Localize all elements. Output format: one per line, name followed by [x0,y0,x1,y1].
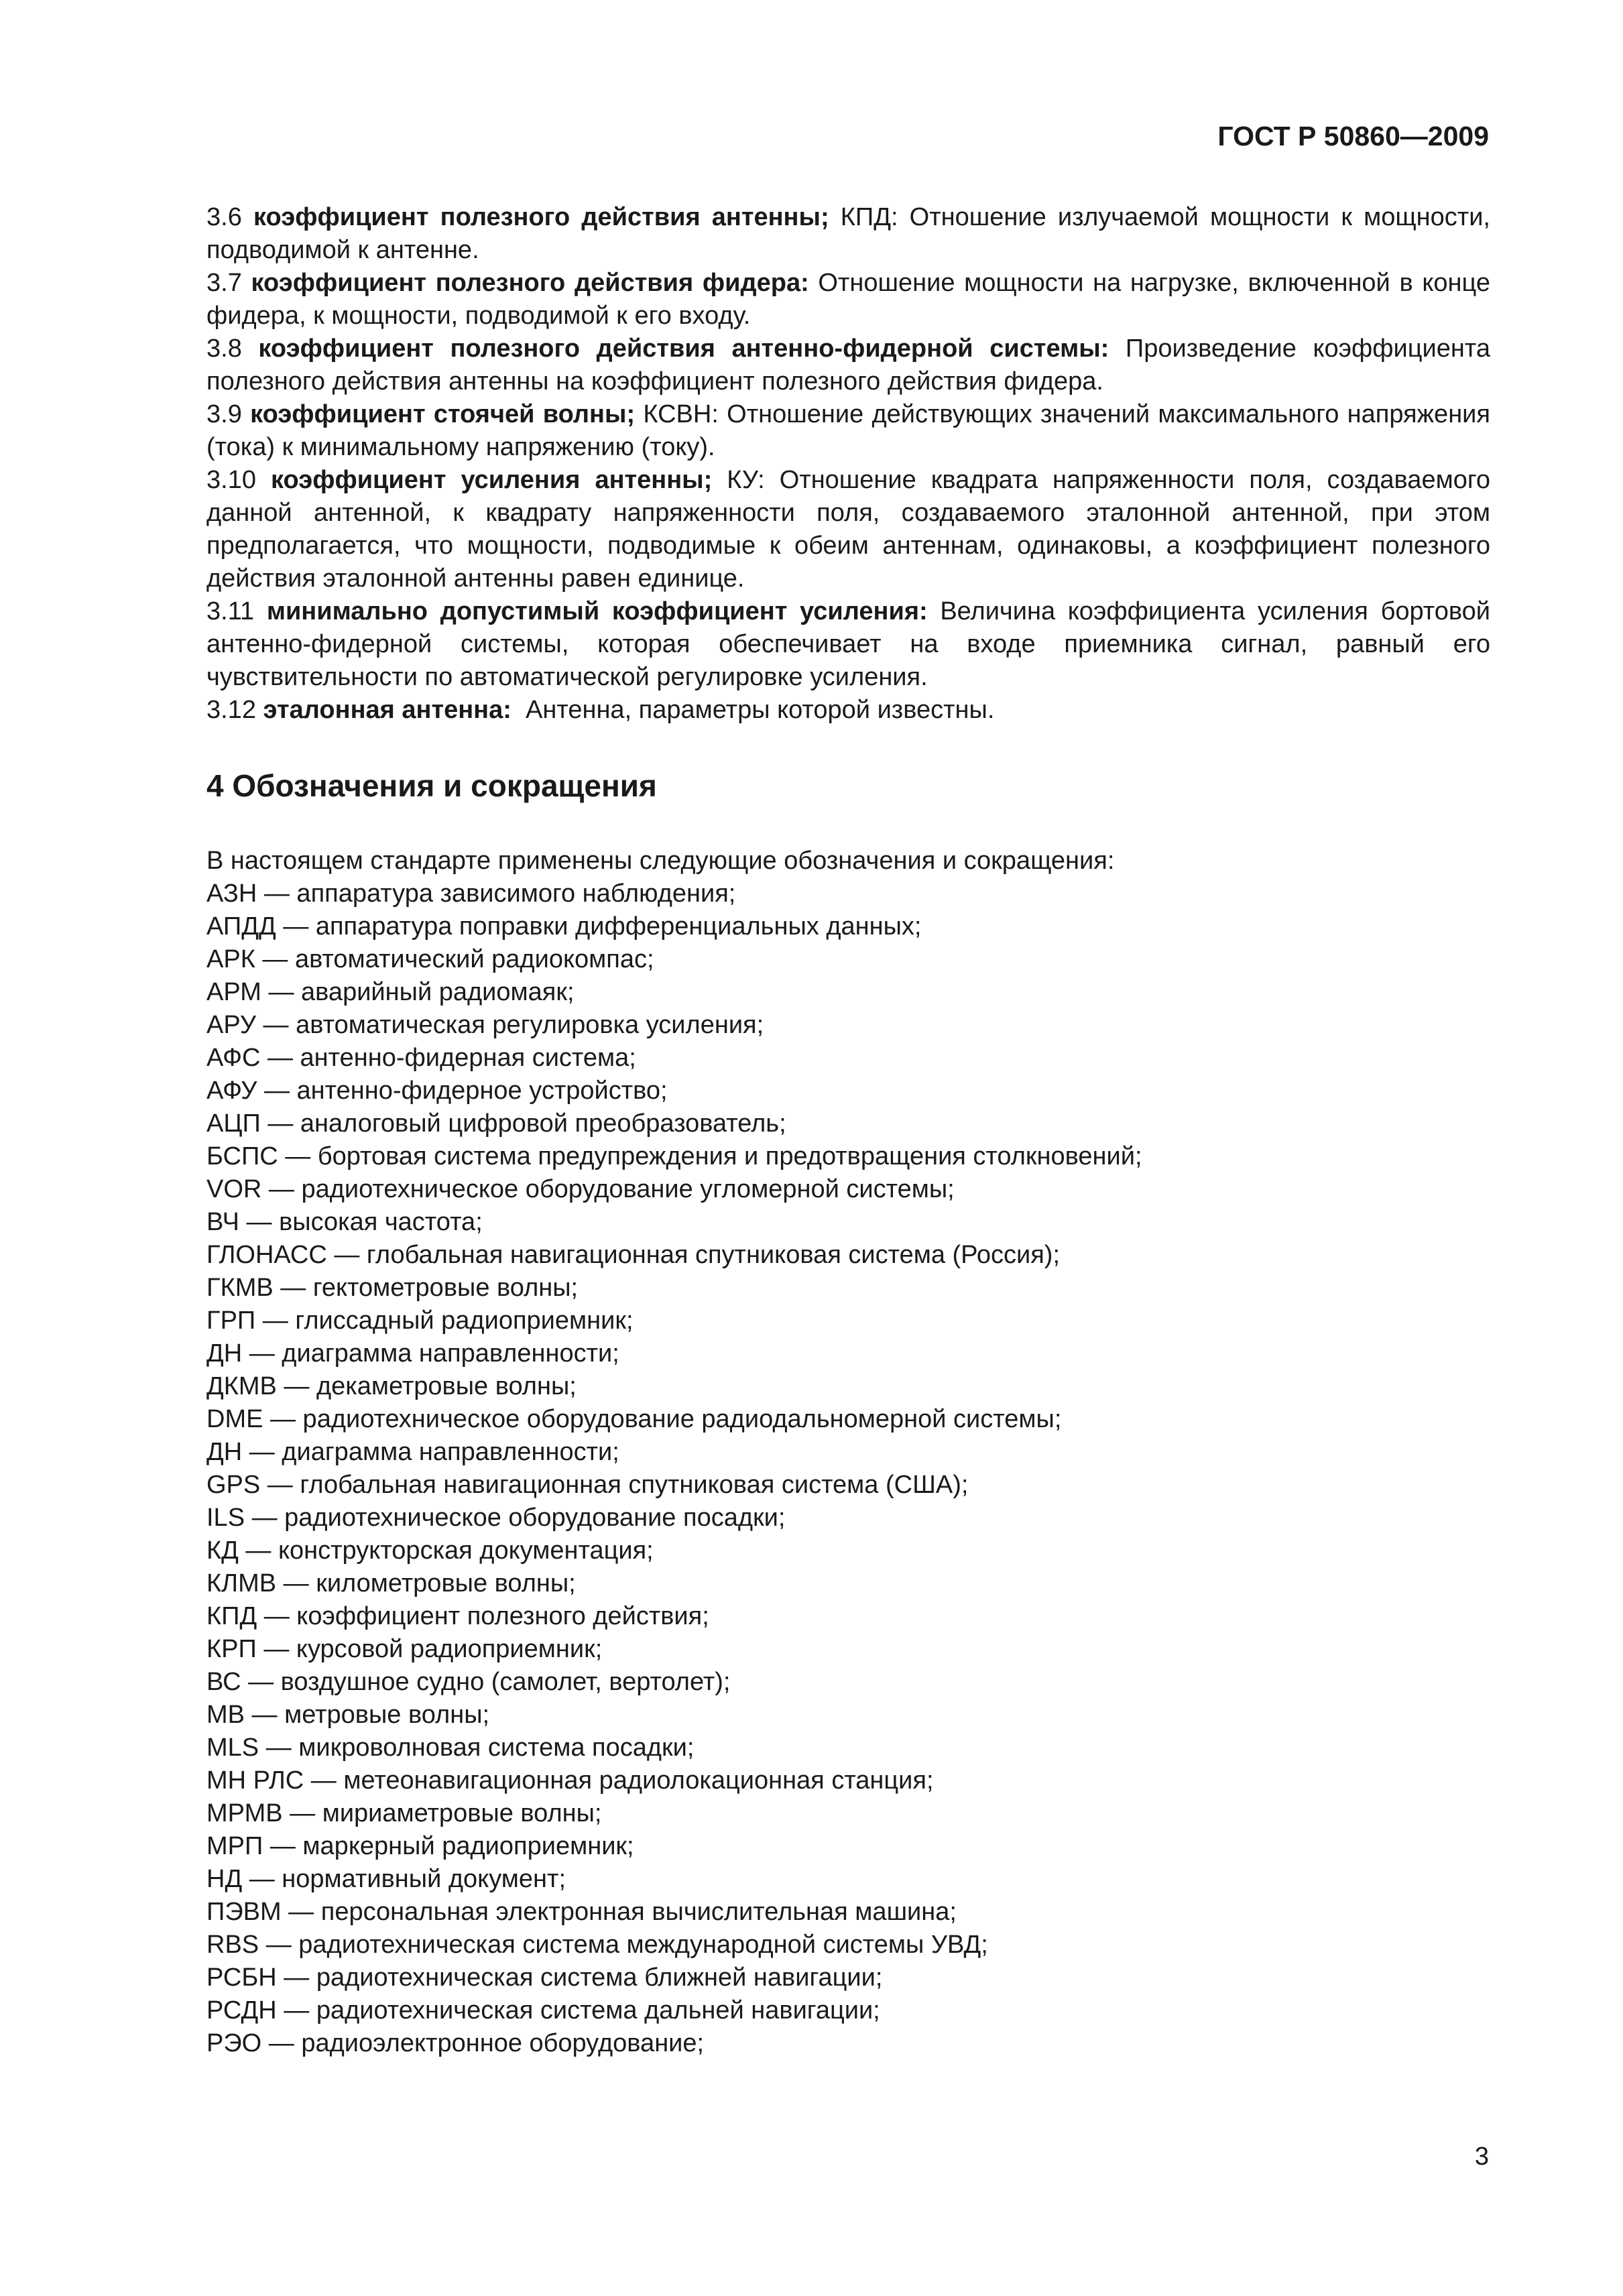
definition-text: КСВН: Отношение действующих значений максимального напряжения (тока) к минимальному напряжению (току). [206,400,1498,461]
definition-number: 3.10 [206,466,256,494]
definition-number: 3.7 [206,269,242,297]
abbreviation-item: КПД — коэффициент полезного действия; [206,1602,709,1630]
definition-item [206,333,1498,398]
abbreviation-item: АФС — антенно-фидерная система; [206,1044,636,1072]
abbreviation-item: ДН — диаграмма направленности; [206,1438,619,1466]
abbreviation-item: VOR — радиотехническое оборудование угломерной системы; [206,1175,955,1203]
abbreviation-item: ДКМВ — декаметровые волны; [206,1372,577,1400]
abbreviation-item: БСПС — бортовая система предупреждения и предотвращения столкновений; [206,1142,1142,1170]
definition-item [206,694,1490,727]
abbreviation-item: АРК — автоматический радиокомпас; [206,945,654,973]
definition-item [206,464,1498,595]
abbreviation-item: МН РЛС — метеонавигационная радиолокационная станция; [206,1766,934,1795]
definition-term: коэффициент полезного действия фидера: [251,269,809,297]
definition-number: 3.8 [206,335,242,363]
page-content [206,201,1498,2060]
definition-item [206,267,1498,333]
abbreviation-item: АЗН — аппаратура зависимого наблюдения; [206,880,736,908]
definition-text: КПД: Отношение излучаемой мощности к мощности, подводимой к антенне. [206,203,1498,264]
definitions-block [206,201,1498,727]
definition-text: Отношение мощности на нагрузке, включенной в конце фидера, к мощности, подводимой к его входу. [206,269,1498,330]
abbreviation-item: АФУ — антенно-фидерное устройство; [206,1077,668,1105]
abbreviation-item: ILS — радиотехническое оборудование посадки; [206,1504,786,1532]
section-title: 4 Обозначения и сокращения [206,768,657,803]
abbreviation-item: КРП — курсовой радиоприемник; [206,1635,603,1663]
abbreviation-item: ПЭВМ — персональная электронная вычислительная машина; [206,1898,957,1926]
abbreviation-item: RBS — радиотехническая система международной системы УВД; [206,1931,988,1959]
abbreviation-item: АПДД — аппаратура поправки дифференциальных данных; [206,912,922,941]
abbreviation-item: ГЛОНАСС — глобальная навигационная спутниковая система (Россия); [206,1241,1060,1269]
definition-text: Произведение коэффициента полезного действия антенны на коэффициент полезного действия фидера. [206,335,1498,396]
section-intro: В настоящем стандарте применены следующие обозначения и сокращения: [206,847,1115,875]
abbreviation-item: КД — конструкторская документация; [206,1536,654,1565]
definition-number: 3.6 [206,203,242,231]
definition-item [206,201,1498,267]
page-number: 3 [1474,2142,1489,2171]
definition-number: 3.11 [206,597,255,625]
definition-term: коэффициент усиления антенны; [270,466,713,494]
definition-number: 3.12 [206,696,256,724]
abbreviation-item: GPS — глобальная навигационная спутниковая система (США); [206,1471,969,1499]
definition-term: коэффициент полезного действия антенны; [253,203,829,231]
definition-term: минимально допустимый коэффициент усиления: [266,597,928,625]
abbreviation-item: АРМ — аварийный радиомаяк; [206,978,575,1006]
definition-text: КУ: Отношение квадрата напряженности поля, создаваемого данной антенной, к квадрату напряженности поля, создаваемого эталонной антенной, при этом предполагается, что мощности, подводимые к обеим антеннам, одинаковы, а коэффициент полезного действия эталонной антенны равен единице. [206,466,1498,593]
abbreviation-item: РЭО — радиоэлектронное оборудование; [206,2029,705,2057]
abbreviation-item: АЦП — аналоговый цифровой преобразователь; [206,1109,786,1138]
abbreviation-item: РСБН — радиотехническая система ближней навигации; [206,1963,883,1992]
abbreviation-item: РСДН — радиотехническая система дальней навигации; [206,1996,880,2025]
definition-item [206,398,1498,464]
abbreviation-item: ВС — воздушное судно (самолет, вертолет); [206,1668,731,1696]
definition-number: 3.9 [206,400,242,428]
abbreviation-item: МРП — маркерный радиоприемник; [206,1832,634,1860]
definition-term: эталонная антенна: [263,696,512,724]
abbreviation-item: ГКМВ — гектометровые волны; [206,1274,579,1302]
abbreviation-item: КЛМВ — километровые волны; [206,1569,576,1597]
definition-term: коэффициент полезного действия антенно-фидерной системы: [258,335,1109,363]
abbreviation-item: МРМВ — мириаметровые волны; [206,1799,602,1827]
abbreviation-item: НД — нормативный документ; [206,1865,566,1893]
abbreviation-item: МВ — метровые волны; [206,1701,490,1729]
abbreviation-item: ДН — диаграмма направленности; [206,1339,619,1368]
abbreviation-item: ГРП — глиссадный радиоприемник; [206,1307,634,1335]
abbreviations-list [206,878,1490,2060]
abbreviation-item: MLS — микроволновая система посадки; [206,1734,695,1762]
document-code-header: ГОСТ Р 50860—2009 [1217,121,1489,152]
abbreviation-item: DME — радиотехническое оборудование радиодальномерной системы; [206,1405,1062,1433]
definition-text: Антенна, параметры которой известны. [511,696,995,724]
definition-text: Величина коэффициента усиления бортовой антенно-фидерной системы, которая обеспечивает на входе приемника сигнал, равный его чувствительности по автоматической регулировке усиления. [206,597,1498,691]
definition-term: коэффициент стоячей волны; [250,400,636,428]
abbreviation-item: АРУ — автоматическая регулировка усиления; [206,1011,764,1039]
definition-item [206,595,1498,694]
abbreviation-item: ВЧ — высокая частота; [206,1208,483,1236]
